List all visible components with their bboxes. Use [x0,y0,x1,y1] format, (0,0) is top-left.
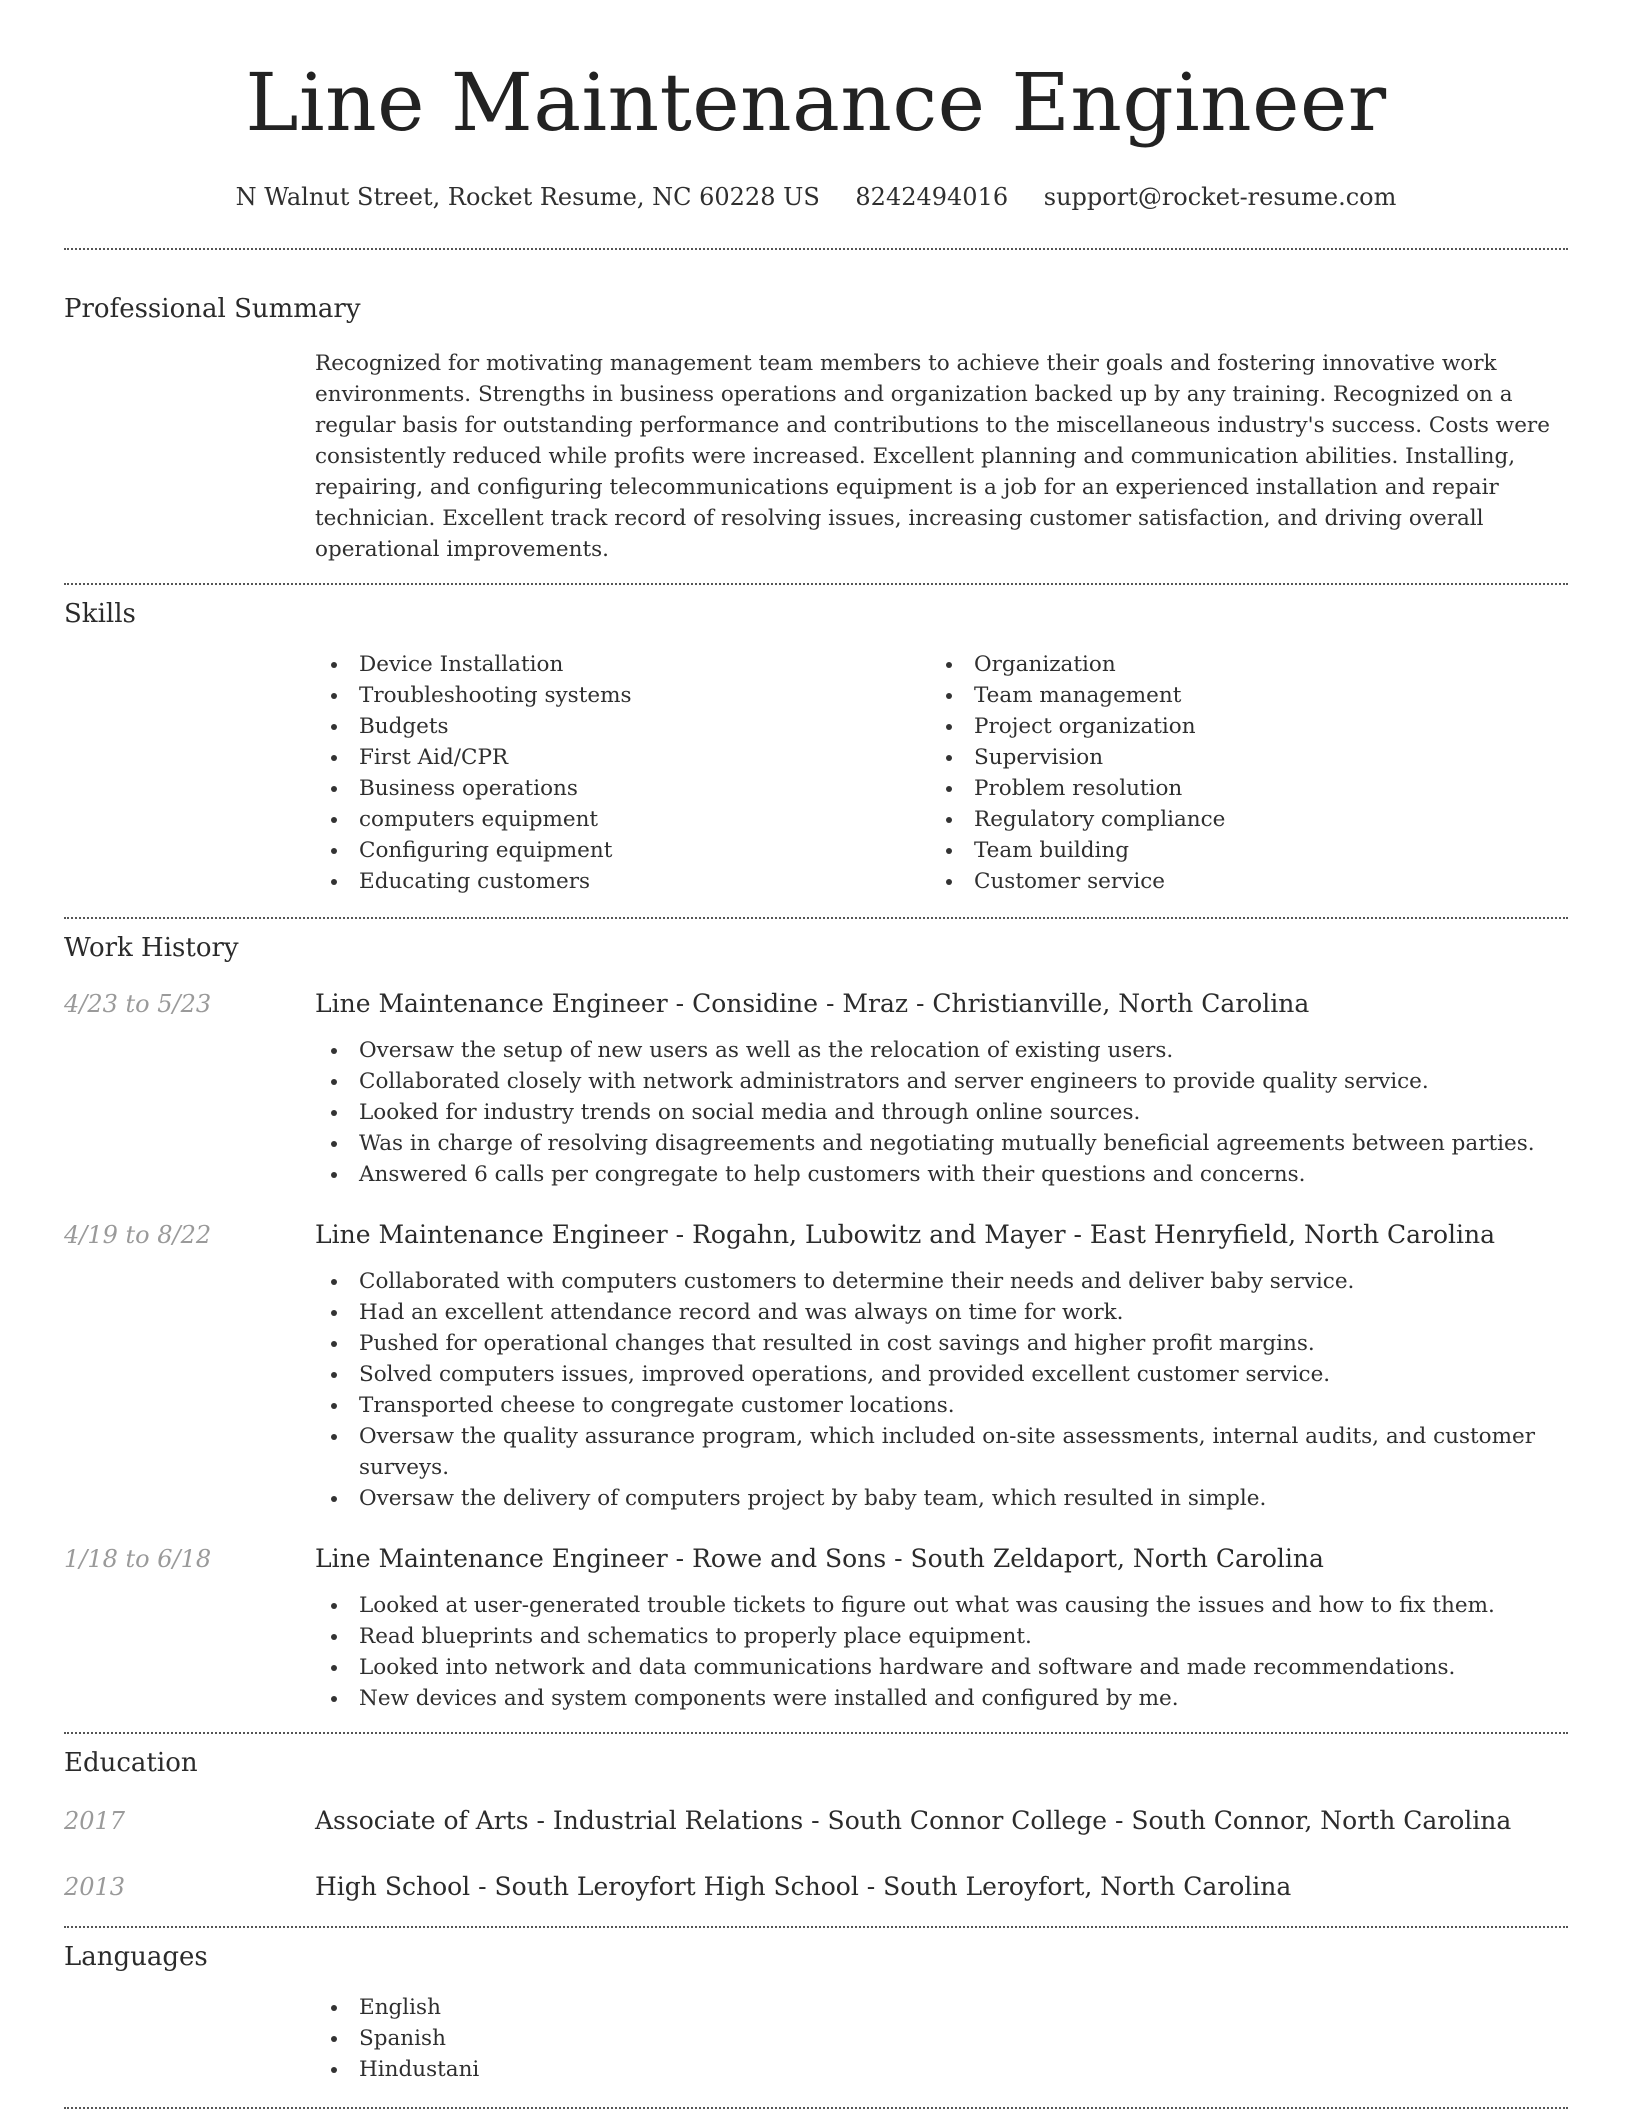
section-title-skills: Skills [64,599,136,629]
job-heading: Line Maintenance Engineer - Rowe and Sons - South Zeldaport, North Carolina [315,1544,1324,1573]
divider [64,2107,1568,2109]
job-bullets [315,1590,1568,1714]
job-bullet: Oversaw the setup of new users as well as the relocation of existing users. [315,1035,1568,1066]
skill-item: Educating customers [315,866,930,897]
education-text: Associate of Arts - Industrial Relations - South Connor College - South Connor, North Carolina [315,1806,1512,1835]
skill-item: First Aid/CPR [315,742,930,773]
section-title-work: Work History [64,933,239,963]
skills-list-left [315,649,930,897]
skill-item: computers equipment [315,804,930,835]
language-item: Hindustani [315,2054,1568,2085]
job-date: 4/19 to 8/22 [64,1221,212,1249]
section-title-languages: Languages [64,1942,208,1972]
languages-list [315,1992,1568,2085]
education-date: 2017 [64,1807,126,1835]
contact-email: support@rocket-resume.com [1043,183,1397,211]
job-heading: Line Maintenance Engineer - Rogahn, Lubowitz and Mayer - East Henryfield, North Carolina [315,1220,1496,1249]
skill-item: Problem resolution [930,773,1545,804]
skill-item: Regulatory compliance [930,804,1545,835]
job-bullet: Transported cheese to congregate customer locations. [315,1390,1568,1421]
divider [64,248,1568,250]
divider [64,583,1568,585]
skill-item: Budgets [315,711,930,742]
divider [64,1732,1568,1734]
summary-section [64,292,1568,565]
job-bullet: Looked at user-generated trouble tickets to figure out what was causing the issues and how to fix them. [315,1590,1568,1621]
language-item: English [315,1992,1568,2023]
skill-item: Project organization [930,711,1545,742]
languages-section [64,1940,1568,2085]
skill-item: Customer service [930,866,1545,897]
skill-item: Business operations [315,773,930,804]
job-entry [64,1542,1568,1714]
job-bullets [315,1266,1568,1514]
skills-list-right [930,649,1545,897]
jobs-list [64,987,1568,1714]
divider [64,917,1568,919]
resume-page [64,0,1568,2109]
education-date: 2013 [64,1873,126,1901]
skill-item: Troubleshooting systems [315,680,930,711]
skill-item: Configuring equipment [315,835,930,866]
divider [64,1926,1568,1928]
job-bullet: New devices and system components were installed and configured by me. [315,1683,1568,1714]
job-bullet: Collaborated with computers customers to determine their needs and deliver baby service. [315,1266,1568,1297]
section-title-education: Education [64,1748,198,1778]
job-bullet: Was in charge of resolving disagreements and negotiating mutually beneficial agreements between parties. [315,1128,1568,1159]
contact-address: N Walnut Street, Rocket Resume, NC 60228 US [235,183,820,211]
job-bullet: Oversaw the quality assurance program, which included on-site assessments, internal audits, and customer surveys. [315,1421,1568,1483]
job-bullet: Pushed for operational changes that resulted in cost savings and higher profit margins. [315,1328,1568,1359]
job-heading: Line Maintenance Engineer - Considine - Mraz - Christianville, North Carolina [315,989,1310,1018]
skill-item: Team building [930,835,1545,866]
contact-line [64,180,1568,214]
job-bullet: Looked for industry trends on social media and through online sources. [315,1097,1568,1128]
job-bullet: Solved computers issues, improved operations, and provided excellent customer service. [315,1359,1568,1390]
education-section [64,1746,1568,1904]
skill-item: Organization [930,649,1545,680]
job-bullet: Collaborated closely with network administrators and server engineers to provide quality service. [315,1066,1568,1097]
skill-item: Supervision [930,742,1545,773]
skills-columns [315,649,1568,897]
summary-text: Recognized for motivating management team members to achieve their goals and fostering innovative work environments. Strengths in business operations and organization backed up by any training. Recognized on a regular basis for outstanding performance and contributions to the miscellaneous industry's success. Costs were consistently reduced while profits were increased. Excellent planning and communication abilities. Installing, repairing, and configuring telecommunications equipment is a job for an experienced installation and repair technician. Excellent track record of resolving issues, increasing customer satisfaction, and driving overall operational improvements. [315,351,1550,562]
contact-phone: 8242494016 [855,183,1009,211]
section-title-summary: Professional Summary [64,294,361,324]
education-entry [64,1870,1568,1904]
work-history-section [64,931,1568,1714]
education-text: High School - South Leroyfort High School - South Leroyfort, North Carolina [315,1872,1292,1901]
skills-section [64,597,1568,897]
job-date: 4/23 to 5/23 [64,990,212,1018]
job-bullet: Answered 6 calls per congregate to help customers with their questions and concerns. [315,1159,1568,1190]
resume-title: Line Maintenance Engineer [245,56,1387,149]
job-entry [64,1218,1568,1514]
job-bullet: Read blueprints and schematics to properly place equipment. [315,1621,1568,1652]
job-date: 1/18 to 6/18 [64,1545,212,1573]
language-item: Spanish [315,2023,1568,2054]
education-entry [64,1804,1568,1838]
job-bullet: Oversaw the delivery of computers project by baby team, which resulted in simple. [315,1483,1568,1514]
job-bullets [315,1035,1568,1190]
skill-item: Team management [930,680,1545,711]
job-entry [64,987,1568,1190]
job-bullet: Had an excellent attendance record and was always on time for work. [315,1297,1568,1328]
job-bullet: Looked into network and data communications hardware and software and made recommendations. [315,1652,1568,1683]
skill-item: Device Installation [315,649,930,680]
